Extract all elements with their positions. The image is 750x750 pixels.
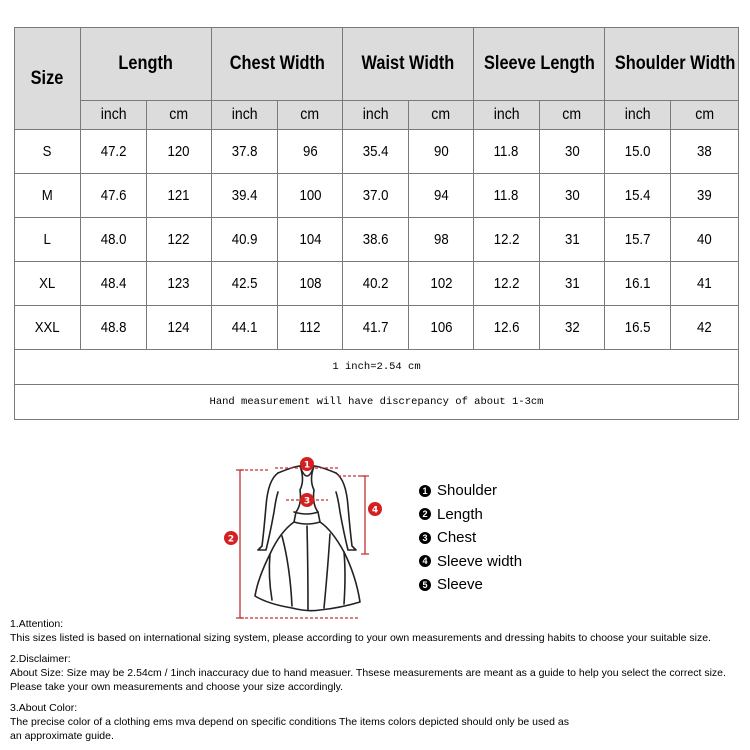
legend-item-length [419, 503, 522, 527]
measurement-cell: 90 [409, 130, 474, 174]
unit-cell: inch [81, 101, 147, 130]
measurement-cell: 121 [147, 174, 212, 218]
legend-label: Sleeve width [437, 552, 523, 570]
measurement-cell: 47.2 [81, 130, 147, 174]
measurement-cell: 11.8 [474, 174, 540, 218]
header-chest-width: Chest Width [212, 28, 343, 101]
header-size: Size [15, 28, 81, 130]
size-label-cell: L [15, 218, 81, 262]
marker-3 [300, 493, 314, 507]
measurement-cell: 47.6 [81, 174, 147, 218]
unit-cell: cm [671, 101, 739, 130]
unit-cell: inch [474, 101, 540, 130]
measurement-cell: 102 [409, 262, 474, 306]
conversion-note: 1 inch=2.54 cm [15, 350, 739, 385]
measurement-cell: 32 [540, 306, 605, 350]
measurement-cell: 40.2 [343, 262, 409, 306]
dress-measurement-diagram [220, 446, 390, 631]
svg-text:4: 4 [371, 505, 379, 516]
attention-text: This sizes listed is based on international sizing system, please according to your own measurements and dressing habits to choose your suitable size. [10, 632, 711, 644]
unit-cell: inch [343, 101, 409, 130]
discrepancy-note: Hand measurement will have discrepancy of about 1-3cm [15, 385, 739, 420]
header-sleeve-length: Sleeve Length [474, 28, 605, 101]
legend-label: Length [437, 505, 483, 523]
disclaimer-title: 2.Disclaimer: [10, 653, 71, 665]
measurement-cell: 40 [671, 218, 739, 262]
measurement-cell: 48.8 [81, 306, 147, 350]
measurement-cell: 41.7 [343, 306, 409, 350]
measurement-cell: 31 [540, 262, 605, 306]
size-row-s [15, 130, 739, 174]
unit-cell: inch [212, 101, 278, 130]
legend-item-shoulder [419, 479, 522, 503]
legend-number-icon: 1 [419, 485, 431, 497]
header-shoulder-width: Shoulder Width [605, 28, 739, 101]
measurement-cell: 48.0 [81, 218, 147, 262]
measurement-cell: 11.8 [474, 130, 540, 174]
measurement-cell: 124 [147, 306, 212, 350]
measurement-cell: 39.4 [212, 174, 278, 218]
measurement-cell: 42.5 [212, 262, 278, 306]
unit-cell: cm [409, 101, 474, 130]
measurement-cell: 40.9 [212, 218, 278, 262]
measurement-cell: 108 [278, 262, 343, 306]
legend-item-sleeve-width [419, 550, 522, 574]
marker-4 [368, 502, 382, 516]
legend-item-sleeve [419, 573, 522, 597]
legend-label: Shoulder [437, 482, 498, 500]
color-line-2: an approximate guide. [10, 730, 114, 742]
legend-item-chest [419, 526, 522, 550]
attention-title: 1.Attention: [10, 618, 64, 630]
measurement-cell: 120 [147, 130, 212, 174]
header-length: Length [81, 28, 212, 101]
measurement-cell: 39 [671, 174, 739, 218]
measurement-cell: 35.4 [343, 130, 409, 174]
svg-text:2: 2 [227, 534, 235, 545]
measurement-cell: 12.2 [474, 262, 540, 306]
conversion-note-row [15, 350, 739, 385]
measurement-cell: 15.0 [605, 130, 671, 174]
measurement-cell: 30 [540, 130, 605, 174]
unit-row [15, 101, 739, 130]
measurement-cell: 31 [540, 218, 605, 262]
color-note [10, 701, 745, 743]
size-label-cell: M [15, 174, 81, 218]
measurement-cell: 96 [278, 130, 343, 174]
measurement-cell: 16.5 [605, 306, 671, 350]
size-label-cell: XXL [15, 306, 81, 350]
measurement-cell: 123 [147, 262, 212, 306]
measurement-cell: 41 [671, 262, 739, 306]
measurement-cell: 94 [409, 174, 474, 218]
size-row-xl [15, 262, 739, 306]
notes-section [10, 617, 745, 750]
marker-1 [300, 457, 314, 471]
measurement-cell: 12.6 [474, 306, 540, 350]
measure-lines [236, 468, 369, 618]
legend-number-icon: 4 [419, 555, 431, 567]
measurement-legend [419, 479, 522, 597]
unit-cell: inch [605, 101, 671, 130]
measurement-cell: 98 [409, 218, 474, 262]
measurement-cell: 112 [278, 306, 343, 350]
measurement-cell: 38 [671, 130, 739, 174]
unit-cell: cm [147, 101, 212, 130]
disclaimer-line-1: About Size: Size may be 2.54cm / 1inch inaccuracy due to hand measuer. Thsese measurements are meant as a guide to help you select the correct size. [10, 667, 726, 679]
measurement-cell: 12.2 [474, 218, 540, 262]
size-label-cell: XL [15, 262, 81, 306]
measurement-cell: 15.4 [605, 174, 671, 218]
measurement-cell: 122 [147, 218, 212, 262]
measurement-cell: 44.1 [212, 306, 278, 350]
measurement-cell: 15.7 [605, 218, 671, 262]
disclaimer-line-2: Please take your own measurements and choose your size accordingly. [10, 681, 344, 693]
header-waist-width: Waist Width [343, 28, 474, 101]
size-row-xxl [15, 306, 739, 350]
attention-note [10, 617, 745, 645]
svg-text:3: 3 [303, 496, 311, 507]
dress-outline [255, 466, 360, 611]
marker-2 [224, 531, 238, 545]
measurement-cell: 30 [540, 174, 605, 218]
size-label-cell: S [15, 130, 81, 174]
measurement-cell: 48.4 [81, 262, 147, 306]
disclaimer-note [10, 652, 745, 694]
legend-label: Chest [437, 529, 477, 547]
svg-text:1: 1 [303, 460, 311, 471]
measurement-cell: 100 [278, 174, 343, 218]
legend-number-icon: 3 [419, 532, 431, 544]
color-title: 3.About Color: [10, 702, 78, 714]
size-row-m [15, 174, 739, 218]
size-row-l [15, 218, 739, 262]
color-line-1: The precise color of a clothing ems mva depend on specific conditions The items colors depicted should only be used as [10, 716, 569, 728]
measurement-cell: 42 [671, 306, 739, 350]
measurement-cell: 106 [409, 306, 474, 350]
measurement-cell: 37.0 [343, 174, 409, 218]
unit-cell: cm [278, 101, 343, 130]
legend-number-icon: 2 [419, 508, 431, 520]
legend-number-icon: 5 [419, 579, 431, 591]
size-chart-table [14, 27, 739, 420]
measurement-cell: 37.8 [212, 130, 278, 174]
measurement-cell: 104 [278, 218, 343, 262]
measurement-cell: 16.1 [605, 262, 671, 306]
measurement-cell: 38.6 [343, 218, 409, 262]
legend-label: Sleeve [437, 576, 483, 594]
header-row [15, 28, 739, 101]
unit-cell: cm [540, 101, 605, 130]
discrepancy-note-row [15, 385, 739, 420]
